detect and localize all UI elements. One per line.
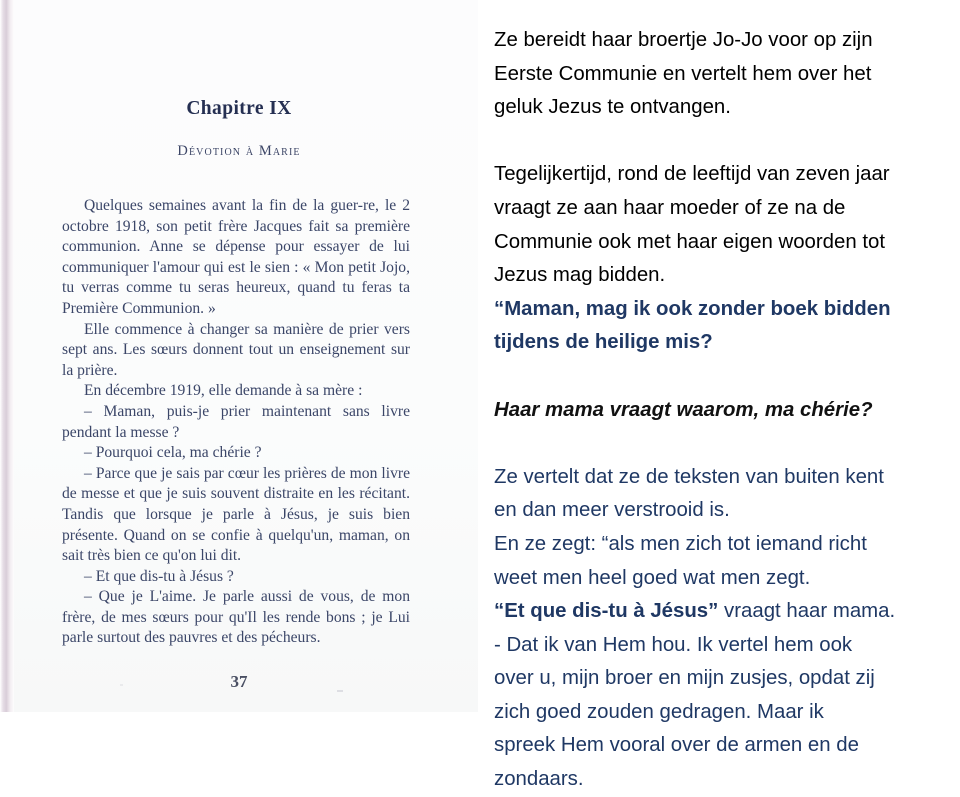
dutch-line: en dan meer verstrooid is.: [494, 499, 730, 522]
paragraph-spacer: [494, 427, 918, 461]
dutch-block-intro: [494, 24, 918, 125]
dutch-line: vraagt ze aan haar moeder of ze na de: [494, 196, 846, 219]
dutch-block-answer: [494, 461, 918, 797]
dutch-italic-line: Haar mama vraagt waarom, ma chérie?: [494, 398, 873, 421]
french-paragraph: En décembre 1919, elle demande à sa mère :: [84, 382, 363, 400]
dutch-line: Ze vertelt dat ze de teksten van buiten kent: [494, 465, 884, 488]
dutch-line: spreek Hem vooral over de armen en de: [494, 734, 859, 757]
dutch-line: En ze zegt: “als men zich tot iemand richt: [494, 532, 867, 555]
scan-speckle: [120, 684, 123, 686]
dutch-quote-french-line: [494, 595, 918, 629]
dutch-line: Communie ook met haar eigen woorden tot: [494, 230, 886, 253]
dutch-line: weet men heel goed wat men zegt.: [494, 566, 811, 589]
french-paragraph: – Pourquoi cela, ma chérie ?: [84, 444, 262, 462]
chapter-title: Chapitre IX: [186, 98, 292, 119]
dutch-quote-line: tijdens de heilige mis?: [494, 331, 713, 354]
dutch-line: geluk Jezus te ontvangen.: [494, 96, 731, 119]
dutch-line-rest: vraagt haar mama.: [718, 600, 896, 623]
dutch-line: - Dat ik van Hem hou. Ik vertel hem ook: [494, 633, 853, 656]
dutch-quote-line: “Maman, mag ik ook zonder boek bidden: [494, 297, 891, 320]
book-page-number: 37: [230, 672, 248, 691]
dutch-french-quote: “Et que dis-tu à Jésus”: [494, 600, 719, 623]
dutch-line: zich goed zouden gedragen. Maar ik: [494, 700, 824, 723]
french-paragraph: – Que je L'aime. Je parle aussi de vous, de mon frère, de mes sœurs pour qu'Il les rende bons ; je Lui parle surtout des pauvres et des pécheurs.: [62, 588, 410, 647]
chapter-subtitle: Dévotion à Marie: [177, 143, 301, 159]
dutch-line: over u, mijn broer en mijn zusjes, opdat zij: [494, 667, 875, 690]
dutch-block-mother-asks: [494, 394, 918, 428]
french-paragraph: Elle commence à changer sa manière de prier vers sept ans. Les sœurs donnent tout un enseignement sur la prière.: [62, 320, 410, 379]
book-page-content: [0, 0, 478, 712]
french-paragraph: – Parce que je sais par cœur les prières de mon livre de messe et que je suis souvent distraite en les récitant. Tandis que lorsque je parle à Jésus, je suis bien présente. Quand on se confie à quelqu'un, maman, on sait très bien ce qu'on lui dit.: [62, 464, 410, 565]
dutch-line: Eerste Communie en vertelt hem over het: [494, 62, 872, 85]
dutch-line: Tegelijkertijd, rond de leeftijd van zeven jaar: [494, 163, 890, 186]
french-paragraph: Quelques semaines avant la fin de la guer-re, le 2 octobre 1918, son petit frère Jacques fait sa première communion. Anne se dépense pour essayer de lui communiquer l'amour qui est le sien : « Mon petit Jojo, tu verras comme tu seras heureux, quand tu feras ta Première Communion. »: [62, 197, 410, 317]
french-body-text: [62, 196, 410, 649]
paragraph-spacer: [494, 360, 918, 394]
dutch-line: Jezus mag bidden.: [494, 264, 666, 287]
dutch-block-question: [494, 158, 918, 360]
dutch-line: Ze bereidt haar broertje Jo-Jo voor op zijn: [494, 29, 873, 51]
dutch-commentary-text: [494, 24, 918, 797]
dutch-line: zondaars.: [494, 768, 584, 791]
paragraph-spacer: [494, 125, 918, 159]
book-page-scan-image: [0, 0, 478, 712]
scan-speckle: [337, 690, 343, 692]
french-paragraph: – Maman, puis-je prier maintenant sans livre pendant la messe ?: [62, 402, 410, 441]
french-paragraph: – Et que dis-tu à Jésus ?: [84, 567, 234, 585]
